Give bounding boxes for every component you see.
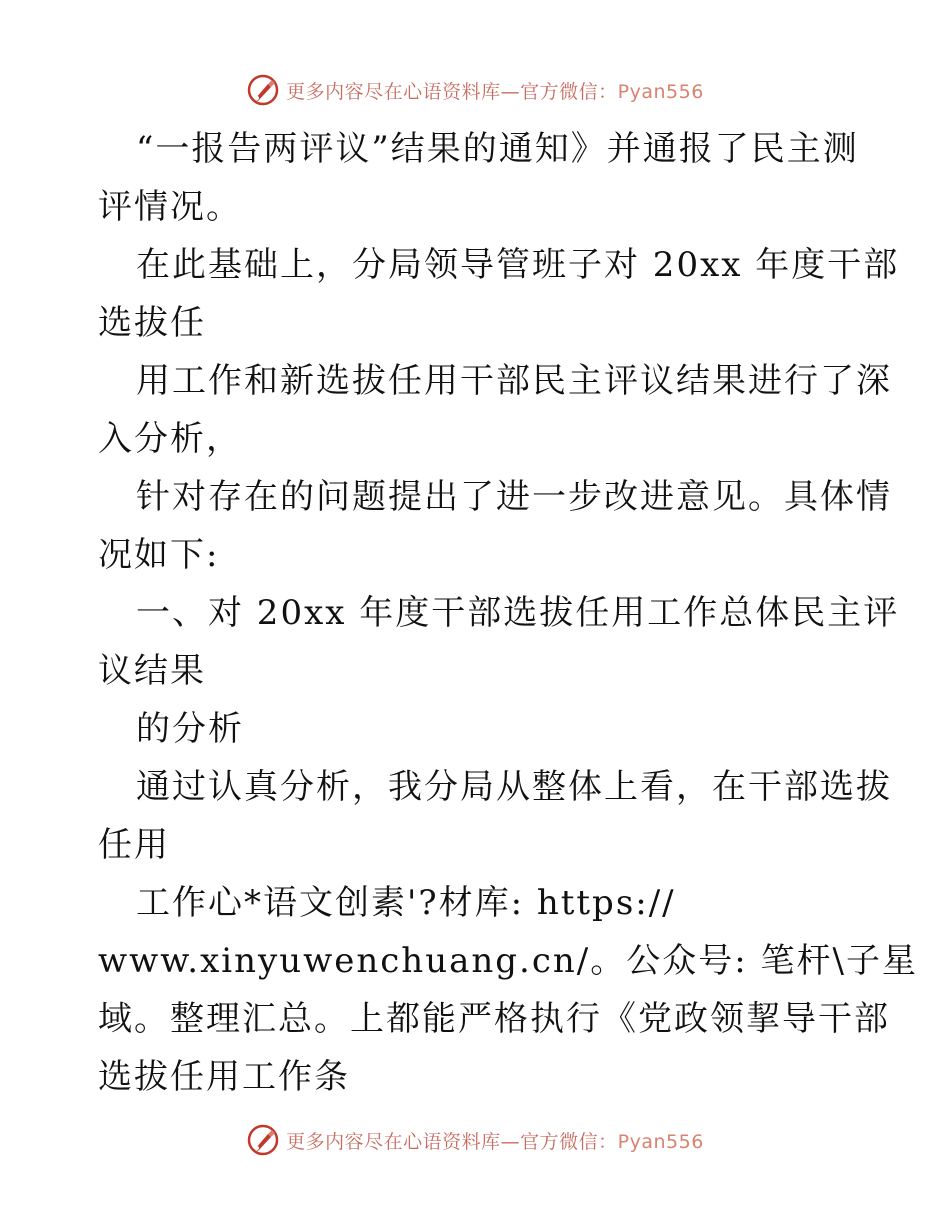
footer-banner-label: 更多内容尽在心语资料库—官方微信： <box>286 1130 618 1153</box>
body-line: “一报告两评议”结果的通知》并通报了民主测 <box>136 129 859 169</box>
footer-banner-text <box>286 1127 704 1154</box>
body-line: 域。整理汇总。上都能严格执行《党政领挈导干部 <box>98 999 890 1039</box>
pen-logo-icon <box>246 73 280 107</box>
body-line: 在此基础上，分局领导管班子对 20xx 年度干部 <box>136 245 900 285</box>
footer-banner-id: Pyan556 <box>617 1130 704 1153</box>
body-line: 入分析， <box>98 419 242 459</box>
body-line: 评情况。 <box>98 187 242 227</box>
header-watermark-banner <box>0 70 950 110</box>
pen-logo-icon <box>246 1123 280 1157</box>
body-line: 任用 <box>98 825 170 865</box>
footer-watermark-banner <box>0 1120 950 1160</box>
body-line: 工作心*语文创素'?材库: https:// <box>136 883 676 923</box>
body-line: www.xinyuwenchuang.cn/。公众号: 笔杆\子星 <box>98 941 918 981</box>
header-banner-text <box>286 77 704 104</box>
body-line: 议结果 <box>98 651 206 691</box>
body-line: 通过认真分析，我分局从整体上看，在干部选拔 <box>136 767 892 807</box>
body-line: 况如下: <box>98 535 220 575</box>
body-line: 选拔任 <box>98 303 206 343</box>
body-line: 的分析 <box>136 709 244 749</box>
header-banner-id: Pyan556 <box>617 80 704 103</box>
header-banner-label: 更多内容尽在心语资料库—官方微信： <box>286 80 618 103</box>
document-body <box>98 120 918 1106</box>
body-line: 选拔任用工作条 <box>98 1057 350 1097</box>
body-line: 针对存在的问题提出了进一步改进意见。具体情 <box>136 477 892 517</box>
body-line: 用工作和新选拔任用干部民主评议结果进行了深 <box>136 361 892 401</box>
body-line: 一、对 20xx 年度干部选拔任用工作总体民主评 <box>136 593 900 633</box>
